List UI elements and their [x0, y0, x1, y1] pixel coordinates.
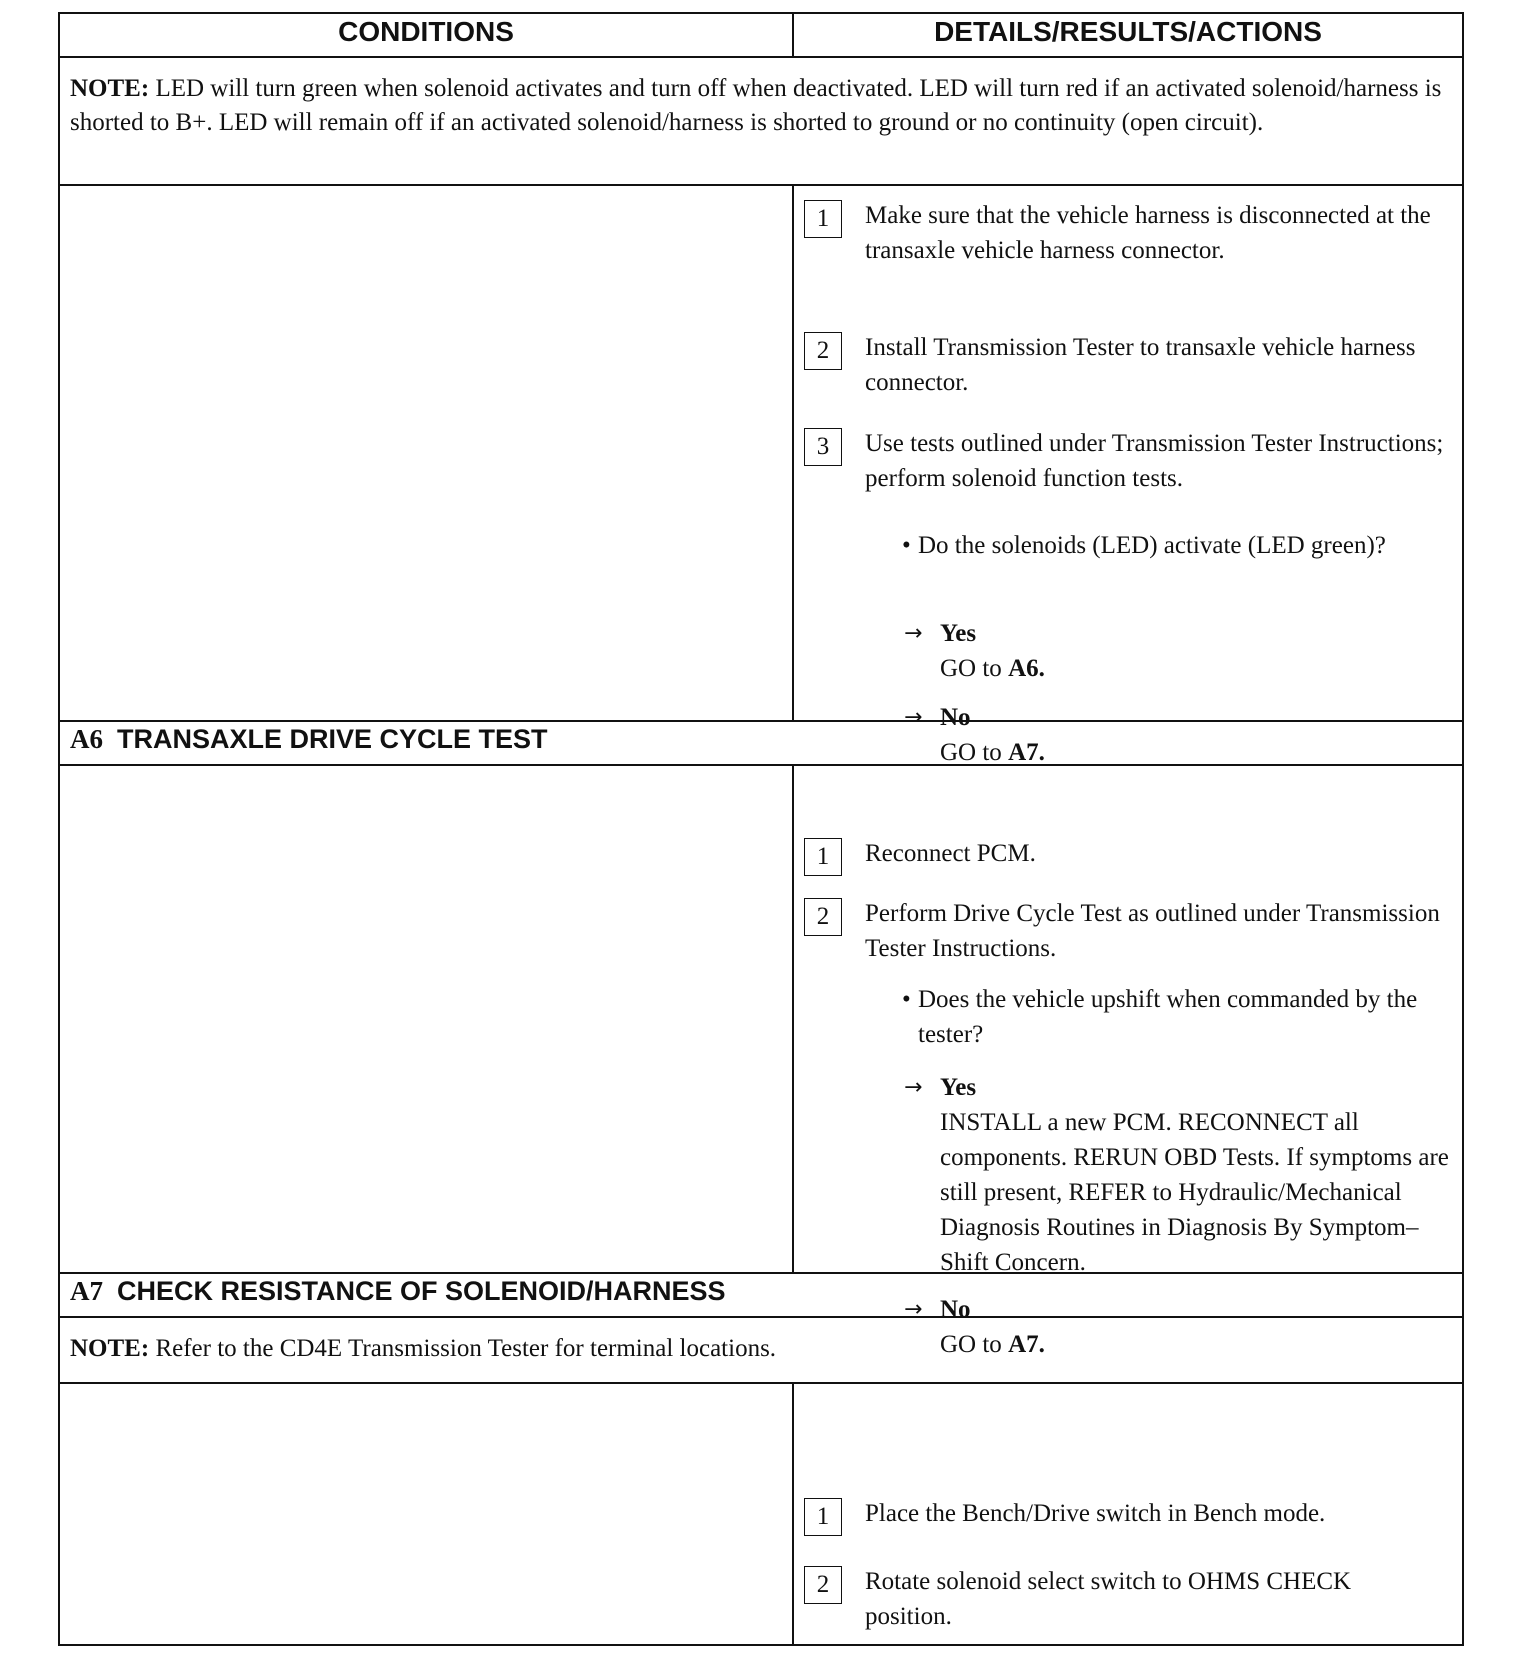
step-text: Use tests outlined under Transmission Tester Instructions; perform solenoid function tests. [865, 430, 1444, 492]
step-item [804, 426, 1444, 496]
action-target: A7. [1008, 739, 1045, 766]
step-number-box: 2 [804, 898, 842, 936]
bullet-icon: • [902, 986, 911, 1013]
answer-no [904, 700, 1500, 770]
answer-label: No [940, 704, 971, 731]
step-text: Place the Bench/Drive switch in Bench mode. [865, 1500, 1326, 1527]
question-text: Do the solenoids (LED) activate (LED green)? [918, 532, 1386, 559]
step-text: Make sure that the vehicle harness is disconnected at the transaxle vehicle harness connector. [865, 202, 1431, 264]
step-item [804, 896, 1444, 966]
action-target: A7. [1008, 1331, 1045, 1358]
note-body: LED will turn green when solenoid activates and turn off when deactivated. LED will turn red if an activated solenoid/harness is shorted to B+. LED will remain off if an activated solenoid/harness is shorted to ground or no continuity (open circuit). [70, 75, 1442, 136]
action-prefix: GO to [940, 1331, 1009, 1358]
details-header: DETAILS/RESULTS/ACTIONS [934, 16, 1322, 47]
action-prefix: GO to [940, 655, 1009, 682]
column-divider [792, 766, 794, 1272]
section-name: CHECK RESISTANCE OF SOLENOID/HARNESS [117, 1276, 726, 1306]
section-a7-title [70, 1276, 726, 1307]
question-text: Does the vehicle upshift when commanded by the tester? [918, 986, 1418, 1048]
note-label: NOTE: [70, 75, 150, 102]
note-text [70, 72, 1442, 140]
answer-action [940, 655, 1045, 682]
question-bullet [902, 982, 1458, 1052]
answer-action [940, 1331, 1045, 1358]
step-item [804, 1564, 1444, 1634]
column-divider [792, 186, 794, 720]
step-item [804, 836, 1444, 871]
action-target: A6. [1008, 655, 1045, 682]
step-item [804, 330, 1444, 400]
answer-yes [904, 1070, 1460, 1280]
step-text: Perform Drive Cycle Test as outlined under Transmission Tester Instructions. [865, 900, 1440, 962]
arrow-right-icon: → [904, 1075, 923, 1100]
bullet-icon: • [902, 532, 911, 559]
step-text: Rotate solenoid select switch to OHMS CHECK position. [865, 1568, 1352, 1630]
answer-action: INSTALL a new PCM. RECONNECT all components. RERUN OBD Tests. If symptoms are still present, REFER to Hydraulic/Mechanical Diagnosis Routines in Diagnosis By Symptom–Shift Concern. [940, 1109, 1449, 1276]
section-code: A6 [70, 724, 103, 754]
answer-label: Yes [940, 1074, 977, 1101]
step-number-box: 2 [804, 1566, 842, 1604]
step-number-box: 1 [804, 838, 842, 876]
note-body: Refer to the CD4E Transmission Tester for terminal locations. [149, 1335, 777, 1362]
note-row [60, 58, 1462, 186]
action-prefix: GO to [940, 739, 1009, 766]
section-a6-title [70, 724, 548, 755]
step-item [804, 198, 1444, 268]
question-bullet [902, 528, 1458, 563]
step-number-box: 3 [804, 428, 842, 466]
answer-label: Yes [940, 620, 977, 647]
answer-no [904, 1292, 1500, 1362]
step-number-box: 1 [804, 200, 842, 238]
arrow-right-icon: → [904, 705, 923, 730]
table-header-row [60, 14, 1462, 58]
section-code: A7 [70, 1276, 103, 1306]
answer-action [940, 739, 1045, 766]
section-name: TRANSAXLE DRIVE CYCLE TEST [117, 724, 548, 754]
answer-yes [904, 616, 1500, 686]
step-text: Reconnect PCM. [865, 840, 1036, 867]
column-divider [792, 1384, 794, 1646]
step-number-box: 2 [804, 332, 842, 370]
step-item [804, 1496, 1444, 1531]
step-number-box: 1 [804, 1498, 842, 1536]
step-text: Install Transmission Tester to transaxle vehicle harness connector. [865, 334, 1416, 396]
answer-label: No [940, 1296, 971, 1323]
conditions-header: CONDITIONS [338, 16, 514, 47]
arrow-right-icon: → [904, 621, 923, 646]
note-label: NOTE: [70, 1335, 150, 1362]
arrow-right-icon: → [904, 1297, 923, 1322]
